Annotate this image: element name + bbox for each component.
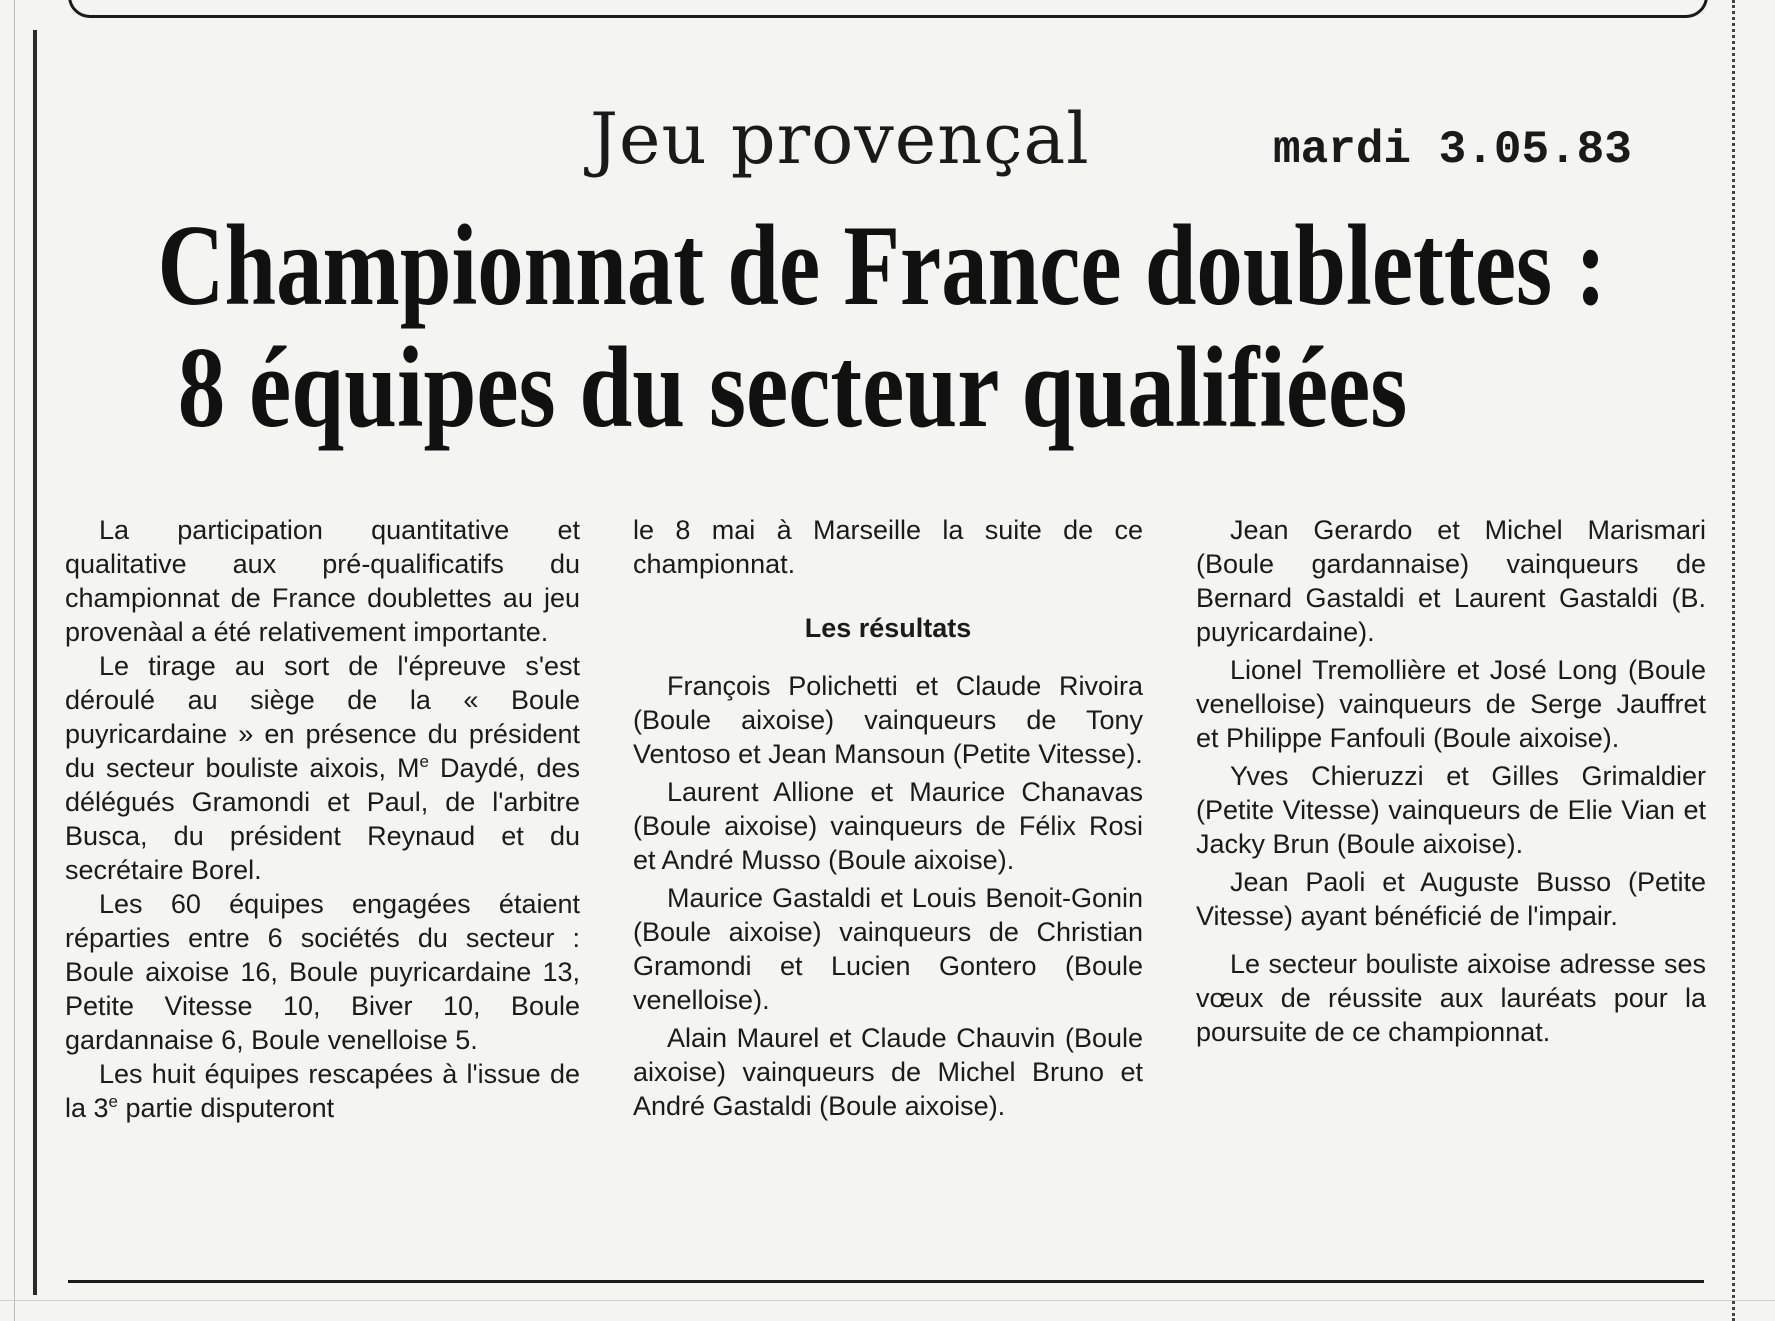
- result-item: Laurent Allione et Maurice Chanavas (Boule aixoise) vainqueurs de Félix Rosi et André Musso (Boule aixoise).: [633, 777, 1143, 875]
- article-column-3: [1196, 513, 1706, 1049]
- scan-bottom-edge: [0, 1300, 1775, 1301]
- paragraph-rescapees: Les huit équipes rescapées à l'issue de la 3e partie disputeront: [65, 1059, 580, 1123]
- article-column-1: [65, 513, 580, 1125]
- result-item: Alain Maurel et Claude Chauvin (Boule aixoise) vainqueurs de Michel Bruno et André Gastaldi (Boule aixoise).: [633, 1023, 1143, 1121]
- result-item: Maurice Gastaldi et Louis Benoit-Gonin (Boule aixoise) vainqueurs de Christian Gramondi et Lucien Gontero (Boule venelloise).: [633, 883, 1143, 1015]
- paragraph-continuation: le 8 mai à Marseille la suite de ce championnat.: [633, 515, 1143, 579]
- paragraph-tirage: Le tirage au sort de l'épreuve s'est déroulé au siège de la « Boule puyricardaine » en présence du président du secteur bouliste aixois, Me Daydé, des délégués Gramondi et Paul, de l'arbitre Busca, du président Reynaud et du secrétaire Borel.: [65, 651, 580, 885]
- headline-line-2: 8 équipes du secteur qualifiées: [177, 324, 1408, 452]
- bottom-rule: [68, 1280, 1704, 1283]
- result-item: François Polichetti et Claude Rivoira (Boule aixoise) vainqueurs de Tony Ventoso et Jean Mansoun (Petite Vitesse).: [633, 671, 1143, 769]
- cut-line-dotted: [1732, 0, 1735, 1321]
- paragraph-intro: La participation quantitative et qualitative aux pré-qualificatifs du championnat de France doublettes au jeu provenàal a été relativement importante.: [65, 515, 580, 647]
- headline-line-1: Championnat de France doublettes :: [157, 202, 1607, 330]
- result-item: Lionel Tremollière et José Long (Boule venelloise) vainqueurs de Serge Jauffret et Philippe Fanfouli (Boule aixoise).: [1196, 655, 1706, 753]
- left-column-rule: [33, 30, 37, 1295]
- date-stamp: mardi 3.05.83: [1273, 124, 1632, 176]
- paragraph-equipes: Les 60 équipes engagées étaient réparties entre 6 sociétés du secteur : Boule aixoise 16, Boule puyricardaine 13, Petite Vitesse 10, Biver 10, Boule gardannaise 6, Boule venelloise 5.: [65, 889, 580, 1055]
- result-item: Yves Chieruzzi et Gilles Grimaldier (Petite Vitesse) vainqueurs de Elie Vian et Jacky Brun (Boule aixoise).: [1196, 761, 1706, 859]
- paragraph-closing: Le secteur bouliste aixoise adresse ses vœux de réussite aux lauréats pour la poursuite de ce championnat.: [1196, 949, 1706, 1047]
- rubric-title: Jeu provençal: [590, 98, 1090, 180]
- scan-edge-line: [14, 0, 15, 1321]
- results-heading: Les résultats: [804, 613, 972, 643]
- result-item: Jean Paoli et Auguste Busso (Petite Vitesse) ayant bénéficié de l'impair.: [1196, 867, 1706, 931]
- article-column-2: [633, 513, 1143, 1123]
- top-box-frame: [68, 0, 1708, 18]
- result-item: Jean Gerardo et Michel Marismari (Boule gardannaise) vainqueurs de Bernard Gastaldi et Laurent Gastaldi (B. puyricardaine).: [1196, 515, 1706, 647]
